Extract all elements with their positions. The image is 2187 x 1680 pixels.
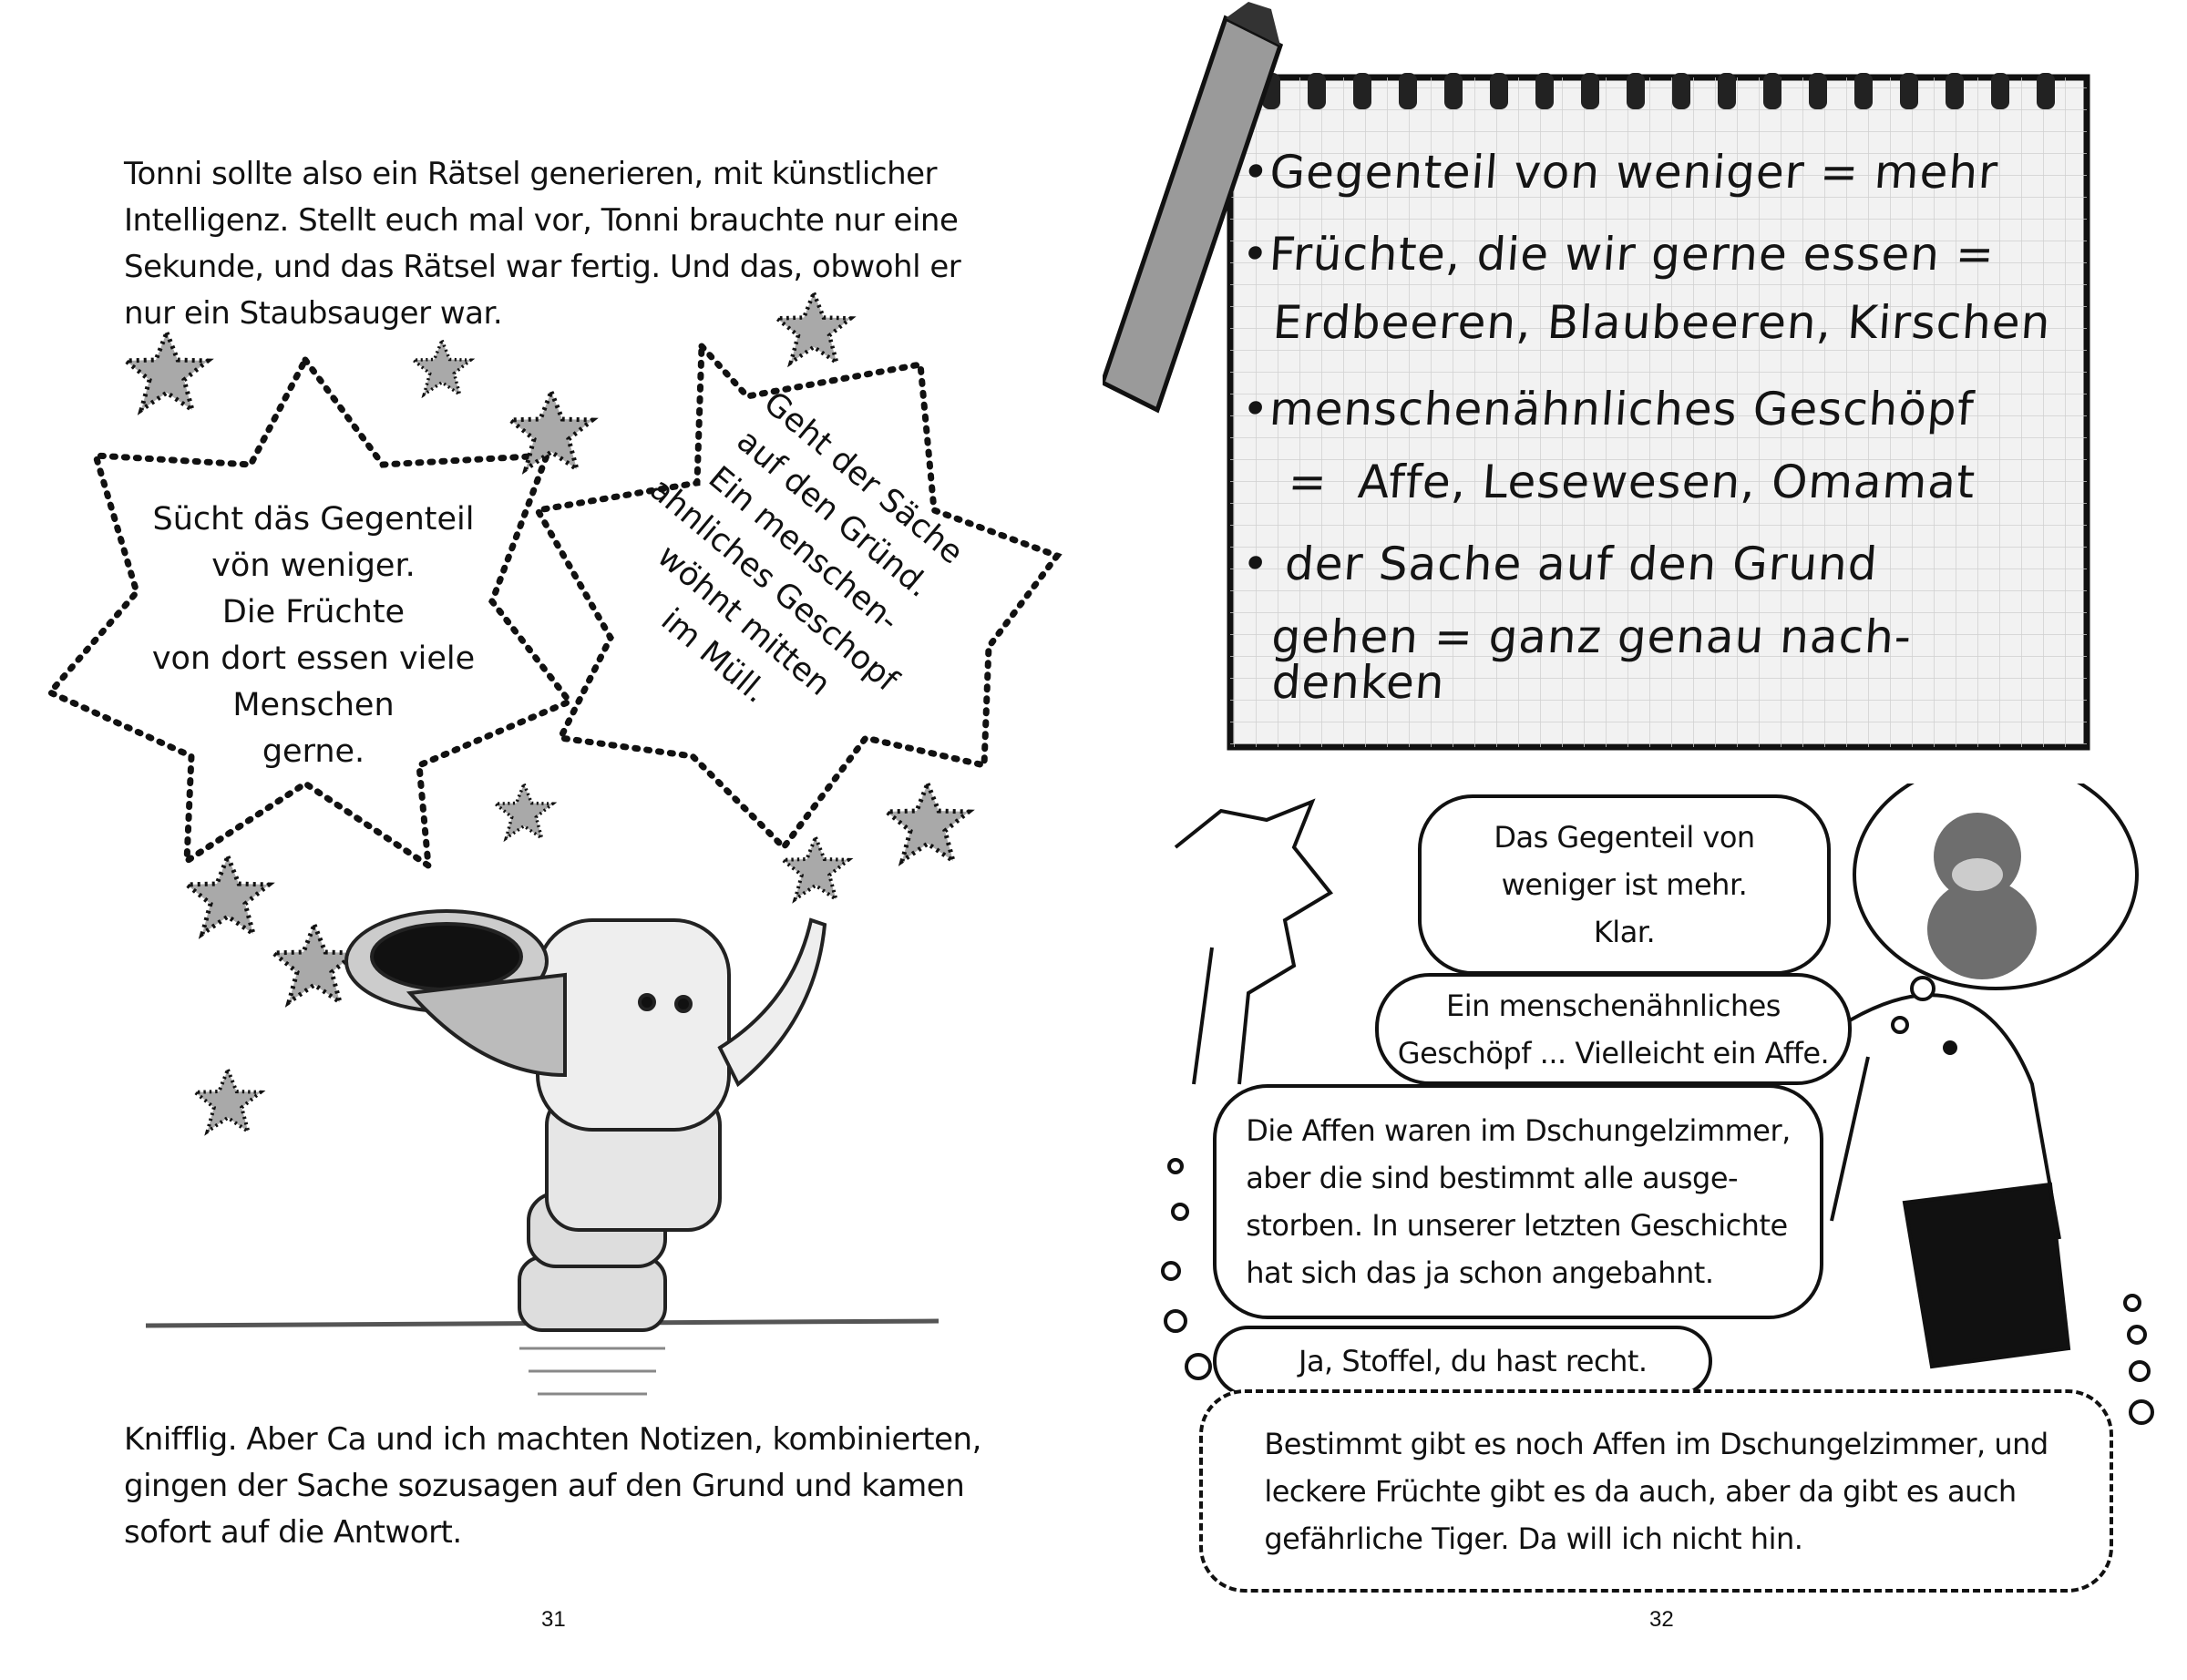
girl-body <box>1905 1184 2069 1367</box>
star-left-riddle: Sücht däs Gegenteil vön weniger. Die Früchte von dort essen viele Menschen gerne. <box>151 501 476 770</box>
bubble-text: Das Gegenteil von weniger ist mehr. Klar. <box>1494 820 1755 949</box>
notepad-line: •Früchte, die wir gerne essen = <box>1239 228 1997 281</box>
thought-bubble-monkey <box>1854 784 2137 1032</box>
speech-bubble <box>1418 794 1831 975</box>
vacuum-robot-illustration <box>137 866 957 1412</box>
speech-bubble <box>1213 1326 1712 1397</box>
star-icon <box>887 784 969 861</box>
notepad-line: • der Sache auf den Grund <box>1239 538 1880 590</box>
page-number-left: 31 <box>541 1607 566 1632</box>
speech-bubble <box>1213 1084 1823 1319</box>
star-icon <box>777 293 851 364</box>
notepad-line: Erdbeeren, Blaubeeren, Kirschen <box>1240 296 2053 349</box>
star-right-riddle: Geht der Säche auf den Gründ. Ein menschen- ahnliches Geschopf wöhnt mitten im Müll. <box>642 384 970 711</box>
notepad-text <box>1238 146 2053 711</box>
notepad-line: •menschenähnliches Geschöpf <box>1239 383 1977 435</box>
thought-cloud-bubble <box>1199 1389 2113 1593</box>
bubble-text: Ein menschenähnliches Geschöpf ... Vielleicht ein Affe. <box>1397 988 1830 1070</box>
star-icon <box>126 333 208 410</box>
bubble-text: Bestimmt gibt es noch Affen im Dschungelzimmer, und leckere Früchte gibt es da auch, aber da gibt es auch gefährliche Tiger. Da will ich nicht hin. <box>1264 1426 2048 1556</box>
notepad-line: denken <box>1239 656 1447 709</box>
star-icon <box>496 784 553 839</box>
notepad-line: gehen = ganz genau nach- <box>1238 610 1915 663</box>
speech-bubble <box>1375 973 1852 1085</box>
intro-paragraph: Tonni sollte also ein Rätsel generieren, mit künstlicher Intelligenz. Stellt euch mal vor, Tonni brauchte nur eine Sekunde, und das Rätsel war fertig. Und das, obwohl er nur ein Staubsauger war. <box>124 156 961 332</box>
star-icon <box>414 341 471 395</box>
boy-figure <box>1176 802 1330 1084</box>
notepad-line: = Affe, Lesewesen, Omamat <box>1240 456 1977 508</box>
star-icon <box>510 392 592 469</box>
notepad-line: •Gegenteil von weniger = mehr <box>1240 146 2000 199</box>
bubble-text: Ja, Stoffel, du hast recht. <box>1299 1344 1648 1378</box>
page-number-right: 32 <box>1649 1607 1674 1632</box>
closing-paragraph: Knifflig. Aber Ca und ich machten Notizen, kombinierten, gingen der Sache sozusagen auf den Grund und kamen sofort auf die Antwort. <box>124 1421 981 1551</box>
bubble-text: Die Affen waren im Dschungelzimmer, aber die sind bestimmt alle ausge- storben. In unserer letzten Geschichte hat sich das ja schon angebahnt. <box>1246 1113 1791 1290</box>
